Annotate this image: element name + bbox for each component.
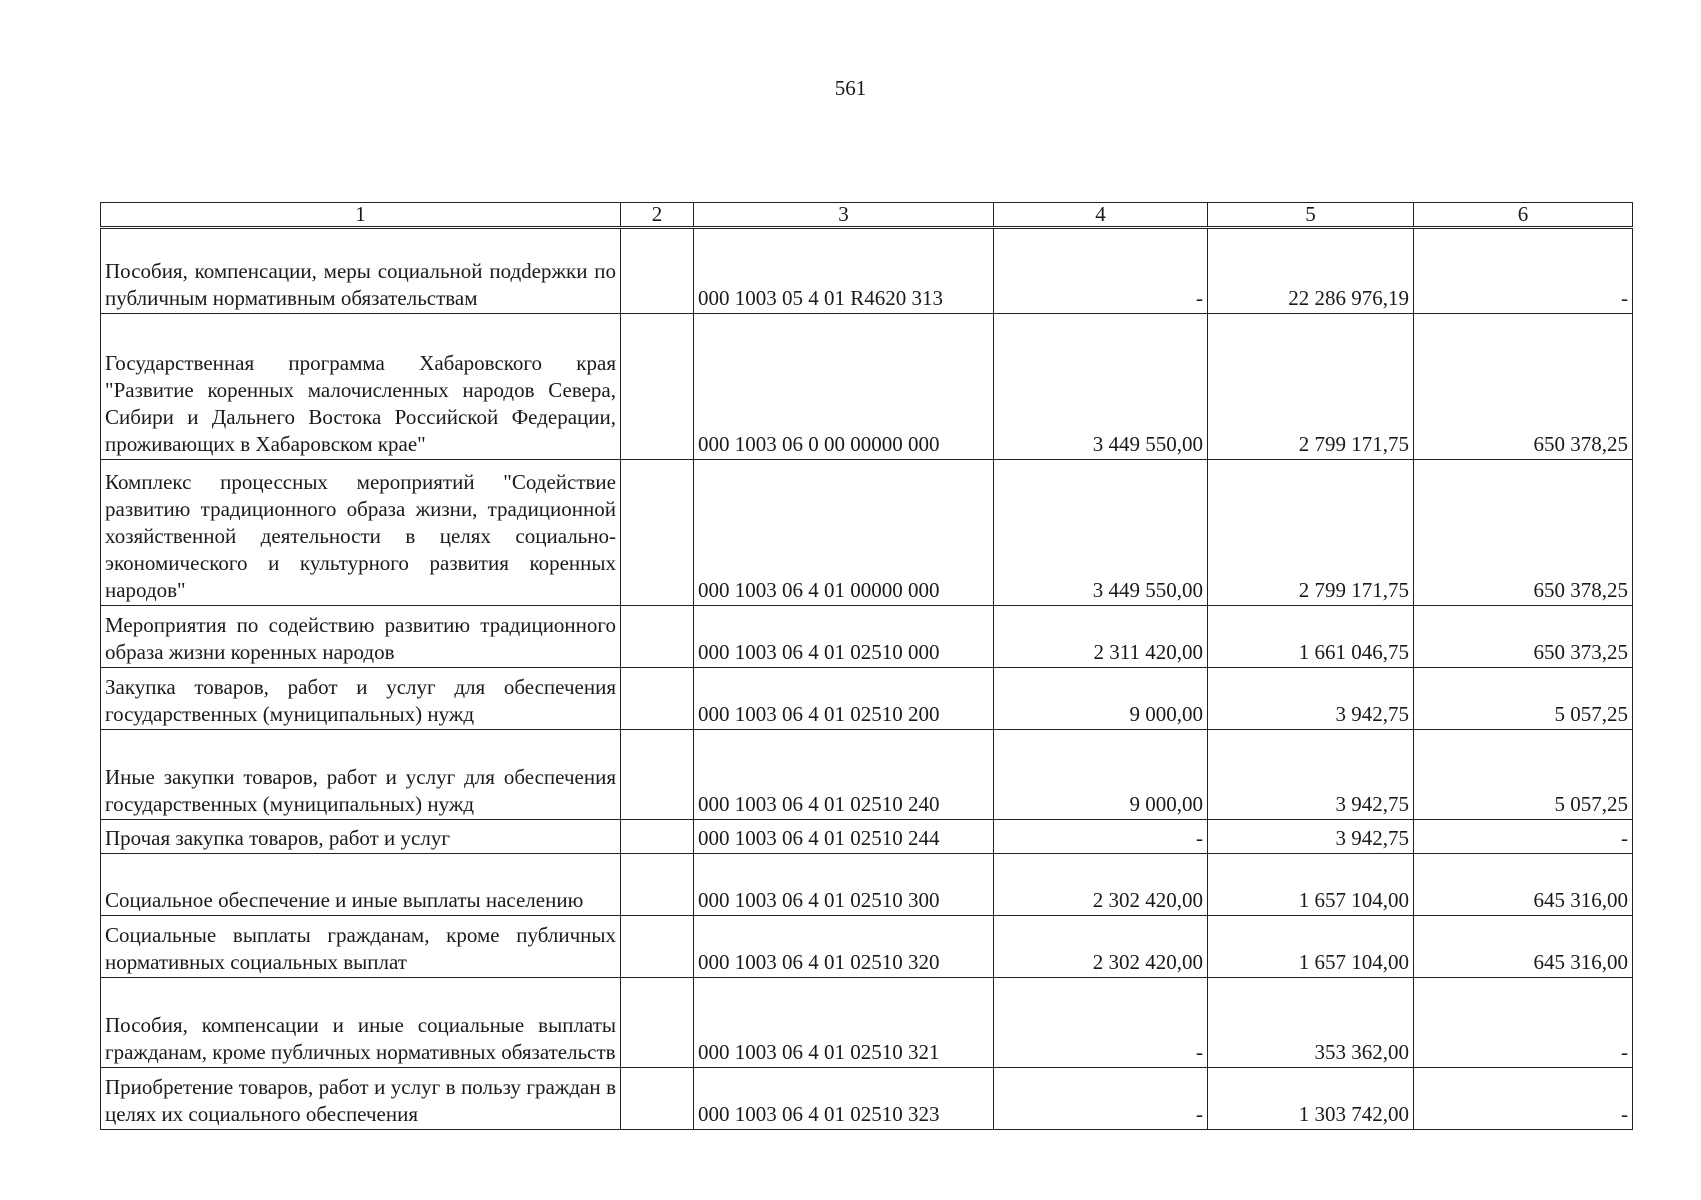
row-value-5: 1 303 742,00 (1208, 1068, 1414, 1130)
column-header: 3 (694, 203, 994, 228)
table-row (101, 820, 1633, 854)
row-value-5: 1 661 046,75 (1208, 606, 1414, 668)
row-col2 (621, 314, 694, 460)
row-value-6: 650 378,25 (1414, 460, 1633, 606)
row-code: 000 1003 06 4 01 02510 000 (694, 606, 994, 668)
row-col2 (621, 916, 694, 978)
row-col2 (621, 978, 694, 1068)
row-col2 (621, 606, 694, 668)
row-name: Пособия, компенсации, меры социальной подdержки по публичным нормативным обязательствам (101, 228, 621, 314)
row-value-4: 9 000,00 (994, 730, 1208, 820)
row-name: Мероприятия по содействию развитию традиционного образа жизни коренных народов (101, 606, 621, 668)
row-value-6: 645 316,00 (1414, 854, 1633, 916)
row-value-4: 3 449 550,00 (994, 314, 1208, 460)
row-value-4: 3 449 550,00 (994, 460, 1208, 606)
row-col2 (621, 668, 694, 730)
row-name: Комплекс процессных мероприятий "Содействие развитию традиционного образа жизни, традиционной хозяйственной деятельности в целях социально-экономического и культурного развития коренных народов" (101, 460, 621, 606)
row-col2 (621, 820, 694, 854)
row-code: 000 1003 06 4 01 02510 244 (694, 820, 994, 854)
row-code: 000 1003 06 4 01 02510 323 (694, 1068, 994, 1130)
row-value-5: 2 799 171,75 (1208, 460, 1414, 606)
row-value-6: - (1414, 228, 1633, 314)
row-value-5: 353 362,00 (1208, 978, 1414, 1068)
column-header: 1 (101, 203, 621, 228)
table-row (101, 668, 1633, 730)
row-value-4: 9 000,00 (994, 668, 1208, 730)
row-name: Прочая закупка товаров, работ и услуг (101, 820, 621, 854)
table-row (101, 854, 1633, 916)
row-name: Пособия, компенсации и иные социальные выплаты гражданам, кроме публичных нормативных обязательств (101, 978, 621, 1068)
row-value-6: 5 057,25 (1414, 730, 1633, 820)
table-row (101, 730, 1633, 820)
row-value-5: 22 286 976,19 (1208, 228, 1414, 314)
row-code: 000 1003 05 4 01 R4620 313 (694, 228, 994, 314)
row-value-5: 2 799 171,75 (1208, 314, 1414, 460)
row-code: 000 1003 06 4 01 02510 200 (694, 668, 994, 730)
row-name: Закупка товаров, работ и услуг для обеспечения государственных (муниципальных) нужд (101, 668, 621, 730)
table-row (101, 460, 1633, 606)
row-code: 000 1003 06 4 01 02510 320 (694, 916, 994, 978)
row-code: 000 1003 06 0 00 00000 000 (694, 314, 994, 460)
table-row (101, 916, 1633, 978)
row-value-6: 5 057,25 (1414, 668, 1633, 730)
row-col2 (621, 1068, 694, 1130)
column-header: 2 (621, 203, 694, 228)
row-name: Приобретение товаров, работ и услуг в пользу граждан в целях их социального обеспечения (101, 1068, 621, 1130)
column-header: 6 (1414, 203, 1633, 228)
row-value-5: 3 942,75 (1208, 668, 1414, 730)
row-name: Социальное обеспечение и иные выплаты населению (101, 854, 621, 916)
row-name: Социальные выплаты гражданам, кроме публичных нормативных социальных выплат (101, 916, 621, 978)
row-code: 000 1003 06 4 01 00000 000 (694, 460, 994, 606)
row-code: 000 1003 06 4 01 02510 321 (694, 978, 994, 1068)
row-value-6: 650 373,25 (1414, 606, 1633, 668)
table-row (101, 228, 1633, 314)
row-name: Государственная программа Хабаровского края "Развитие коренных малочисленных народов Севера, Сибири и Дальнего Востока Российской Федерации, проживающих в Хабаровском крае" (101, 314, 621, 460)
row-name: Иные закупки товаров, работ и услуг для обеспечения государственных (муниципальных) нужд (101, 730, 621, 820)
row-value-5: 1 657 104,00 (1208, 854, 1414, 916)
row-value-4: - (994, 1068, 1208, 1130)
row-value-4: 2 302 420,00 (994, 916, 1208, 978)
row-value-4: 2 311 420,00 (994, 606, 1208, 668)
table-row (101, 314, 1633, 460)
page-number: 561 (834, 76, 867, 100)
budget-table (100, 202, 1633, 1130)
row-value-6: - (1414, 978, 1633, 1068)
row-col2 (621, 854, 694, 916)
row-value-6: 645 316,00 (1414, 916, 1633, 978)
row-value-6: - (1414, 1068, 1633, 1130)
row-value-6: 650 378,25 (1414, 314, 1633, 460)
row-value-4: - (994, 820, 1208, 854)
row-code: 000 1003 06 4 01 02510 240 (694, 730, 994, 820)
row-value-4: - (994, 978, 1208, 1068)
row-value-6: - (1414, 820, 1633, 854)
table-row (101, 1068, 1633, 1130)
row-col2 (621, 460, 694, 606)
column-header: 4 (994, 203, 1208, 228)
row-col2 (621, 228, 694, 314)
row-col2 (621, 730, 694, 820)
table-row (101, 606, 1633, 668)
row-code: 000 1003 06 4 01 02510 300 (694, 854, 994, 916)
row-value-5: 3 942,75 (1208, 730, 1414, 820)
row-value-5: 1 657 104,00 (1208, 916, 1414, 978)
row-value-4: - (994, 228, 1208, 314)
row-value-4: 2 302 420,00 (994, 854, 1208, 916)
row-value-5: 3 942,75 (1208, 820, 1414, 854)
column-header: 5 (1208, 203, 1414, 228)
table-header-row (101, 203, 1633, 228)
table-row (101, 978, 1633, 1068)
